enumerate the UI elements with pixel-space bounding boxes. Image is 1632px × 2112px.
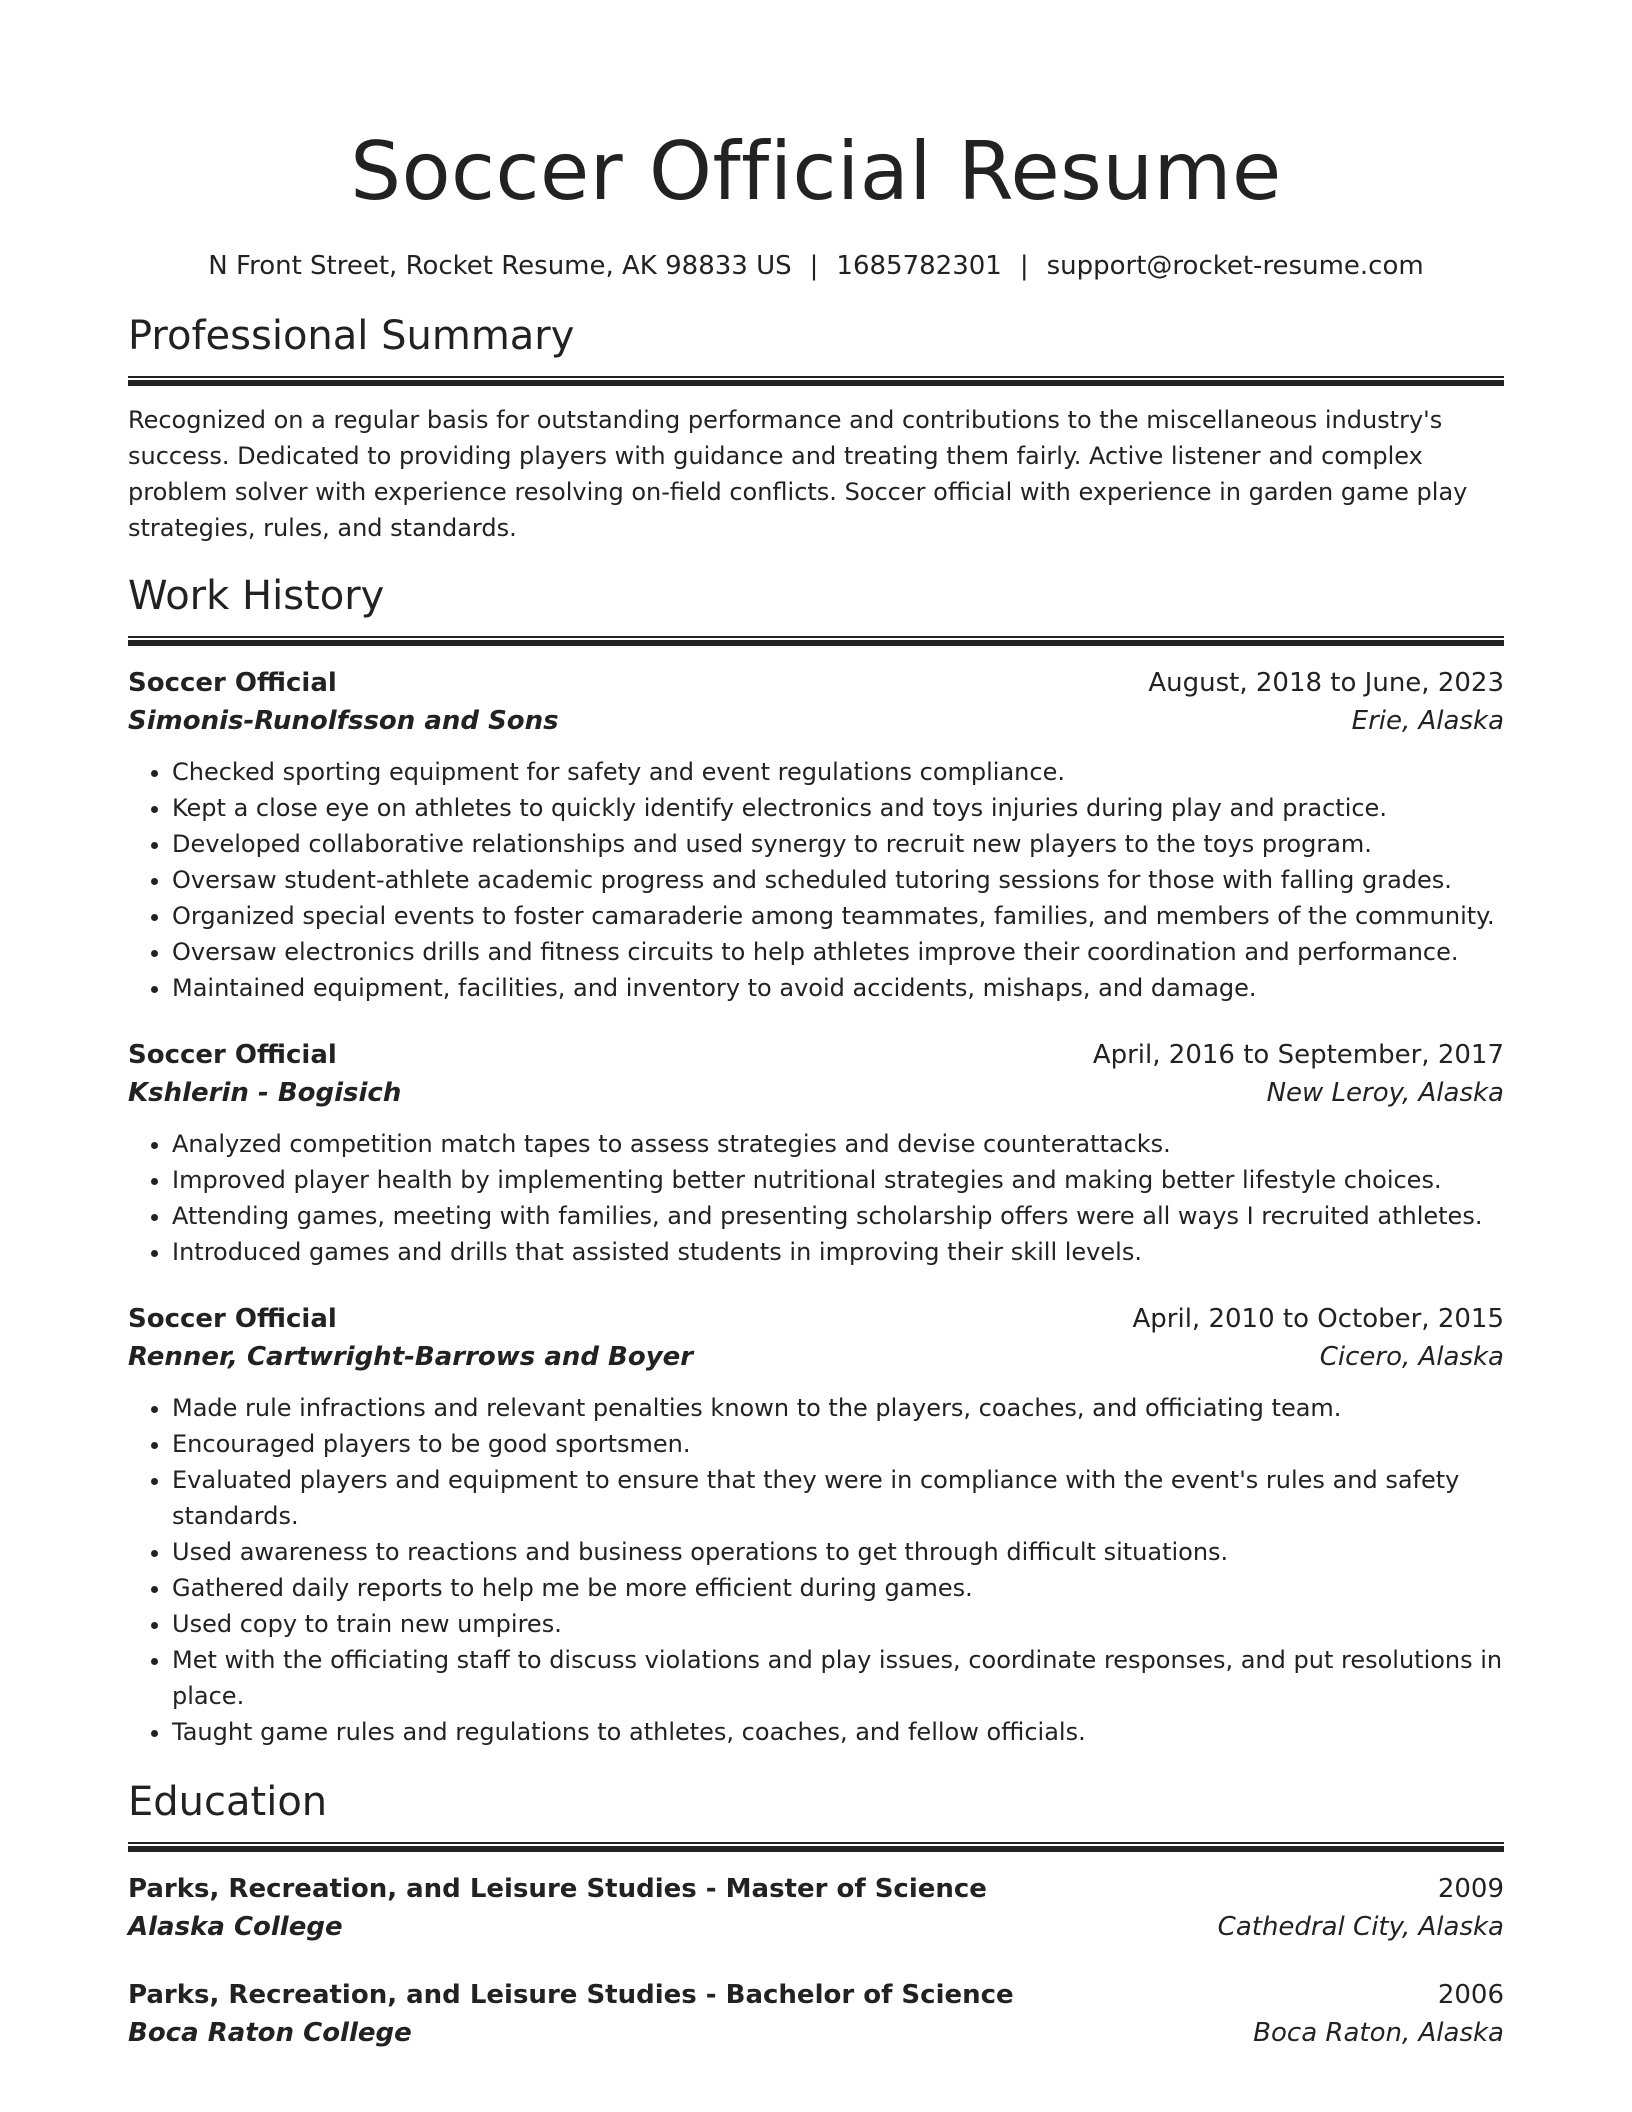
- education-school: Alaska College: [128, 1912, 343, 1942]
- job-dates: April, 2010 to October, 2015: [1132, 1304, 1504, 1334]
- work-history-section: [128, 570, 1504, 1750]
- contact-line: [128, 248, 1504, 284]
- education-subheader: [128, 1908, 1504, 1946]
- job-company: Simonis-Runolfsson and Sons: [128, 706, 559, 736]
- work-history-heading: Work History: [128, 573, 385, 619]
- job-bullet: • Made rule infractions and relevant penalties known to the players, coaches, and officiating team.: [172, 1390, 1504, 1426]
- job-title: Soccer Official: [128, 1040, 337, 1070]
- contact-separator: |: [809, 251, 819, 281]
- contact-address: N Front Street, Rocket Resume, AK 98833 US: [208, 251, 792, 281]
- contact-phone: 1685782301: [836, 251, 1002, 281]
- contact-email[interactable]: support@rocket-resume.com: [1046, 251, 1424, 281]
- job-header: [128, 1036, 1504, 1074]
- contact-separator: |: [1019, 251, 1029, 281]
- education-heading: Education: [128, 1779, 328, 1825]
- job-bullet: • Oversaw student-athlete academic progress and scheduled tutoring sessions for those with falling grades.: [172, 862, 1504, 898]
- job-location: Cicero, Alaska: [1319, 1342, 1504, 1372]
- education-entry: [128, 1976, 1504, 2052]
- job-bullet: • Introduced games and drills that assisted students in improving their skill levels.: [172, 1234, 1504, 1270]
- job-subheader: [128, 1074, 1504, 1112]
- job-bullet: • Improved player health by implementing better nutritional strategies and making better lifestyle choices.: [172, 1162, 1504, 1198]
- job-bullet: • Developed collaborative relationships and used synergy to recruit new players to the toys program.: [172, 826, 1504, 862]
- job-company: Kshlerin - Bogisich: [128, 1078, 402, 1108]
- education-year: 2006: [1437, 1980, 1504, 2010]
- job-bullet: • Organized special events to foster camaraderie among teammates, families, and members of the community.: [172, 898, 1504, 934]
- job-bullets: [128, 1390, 1504, 1750]
- education-school: Boca Raton College: [128, 2018, 412, 2048]
- job-title: Soccer Official: [128, 668, 337, 698]
- job-bullet: • Maintained equipment, facilities, and inventory to avoid accidents, mishaps, and damage.: [172, 970, 1504, 1006]
- job-bullets: [128, 754, 1504, 1006]
- education-location: Cathedral City, Alaska: [1217, 1912, 1504, 1942]
- job-location: New Leroy, Alaska: [1266, 1078, 1504, 1108]
- job-bullet: • Gathered daily reports to help me be more efficient during games.: [172, 1570, 1504, 1606]
- education-subheader: [128, 2014, 1504, 2052]
- job-entry: [128, 664, 1504, 1006]
- job-bullets: [128, 1126, 1504, 1270]
- resume-title: Soccer Official Resume: [350, 125, 1282, 218]
- education-degree: Parks, Recreation, and Leisure Studies - Bachelor of Science: [128, 1980, 1014, 2010]
- section-divider: [128, 636, 1504, 646]
- job-subheader: [128, 1338, 1504, 1376]
- job-location: Erie, Alaska: [1351, 706, 1504, 736]
- job-subheader: [128, 702, 1504, 740]
- job-bullet: • Used copy to train new umpires.: [172, 1606, 1504, 1642]
- job-bullet: • Taught game rules and regulations to athletes, coaches, and fellow officials.: [172, 1714, 1504, 1750]
- job-entry: [128, 1300, 1504, 1750]
- education-header: [128, 1870, 1504, 1908]
- education-header: [128, 1976, 1504, 2014]
- job-bullet: • Evaluated players and equipment to ensure that they were in compliance with the event's rules and safety standards.: [172, 1462, 1504, 1534]
- job-bullet: • Analyzed competition match tapes to assess strategies and devise counterattacks.: [172, 1126, 1504, 1162]
- section-divider: [128, 1842, 1504, 1852]
- job-title: Soccer Official: [128, 1304, 337, 1334]
- job-bullet: • Oversaw electronics drills and fitness circuits to help athletes improve their coordination and performance.: [172, 934, 1504, 970]
- job-header: [128, 664, 1504, 702]
- job-company: Renner, Cartwright-Barrows and Boyer: [128, 1342, 694, 1372]
- education-entry: [128, 1870, 1504, 1946]
- education-degree: Parks, Recreation, and Leisure Studies - Master of Science: [128, 1874, 987, 1904]
- summary-section: [128, 310, 1504, 546]
- job-header: [128, 1300, 1504, 1338]
- job-dates: April, 2016 to September, 2017: [1092, 1040, 1504, 1070]
- section-divider: [128, 376, 1504, 386]
- job-bullet: • Checked sporting equipment for safety and event regulations compliance.: [172, 754, 1504, 790]
- job-bullet: • Encouraged players to be good sportsmen.: [172, 1426, 1504, 1462]
- job-bullet: • Used awareness to reactions and business operations to get through difficult situations.: [172, 1534, 1504, 1570]
- education-year: 2009: [1437, 1874, 1504, 1904]
- job-dates: August, 2018 to June, 2023: [1148, 668, 1504, 698]
- summary-heading: Professional Summary: [128, 313, 575, 359]
- job-bullet: • Attending games, meeting with families, and presenting scholarship offers were all ways I recruited athletes.: [172, 1198, 1504, 1234]
- job-entry: [128, 1036, 1504, 1270]
- summary-text: Recognized on a regular basis for outstanding performance and contributions to the miscellaneous industry's success. Dedicated to providing players with guidance and treating them fairly. Active listener and complex problem solver with experience resolving on-field conflicts. Soccer official with experience in garden game play strategies, rules, and standards.: [128, 406, 1468, 542]
- education-section: [128, 1776, 1504, 2052]
- job-bullet: • Met with the officiating staff to discuss violations and play issues, coordinate responses, and put resolutions in place.: [172, 1642, 1504, 1714]
- job-bullet: • Kept a close eye on athletes to quickly identify electronics and toys injuries during play and practice.: [172, 790, 1504, 826]
- education-location: Boca Raton, Alaska: [1253, 2018, 1504, 2048]
